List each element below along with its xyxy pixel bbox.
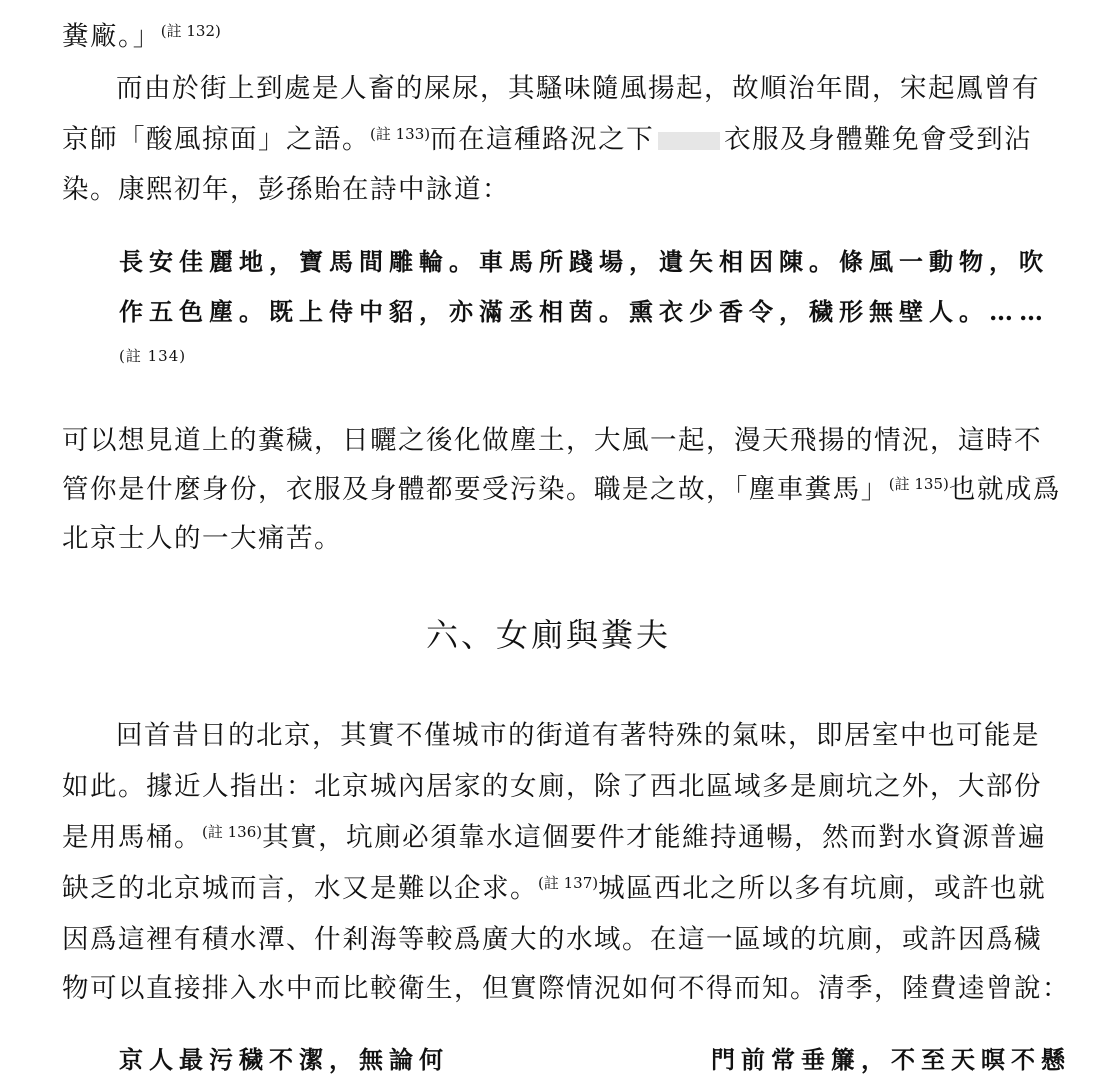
text-line: 物可以直接排入水中而比較衛生，但實際情況如何不得而知。清季，陸費逵曾說： [62, 973, 1070, 1004]
footnote-ref: (註 135) [888, 475, 949, 493]
text: 缺乏的北京城而言，水又是難以企求。 [62, 873, 538, 904]
text-line: 因爲這裡有積水潭、什剎海等較爲廣大的水域。在這一區域的坑廁，或許因爲穢 [62, 924, 1042, 955]
watermark-region [449, 1052, 711, 1072]
text-line [62, 117, 1032, 156]
text-line: 染。康熙初年，彭孫貽在詩中詠道： [62, 174, 510, 205]
text-line: 可以想見道上的糞穢，日曬之後化做塵土，大風一起，漫天飛揚的情況，這時不 [62, 425, 1042, 456]
text-line [62, 14, 221, 53]
text: 而在這種路況之下 [430, 124, 655, 155]
footnote-ref: (註 132) [160, 22, 221, 40]
text: 糞廠。」 [62, 21, 161, 52]
text-line [62, 467, 1061, 506]
text-line: 回首昔日的北京，其實不僅城市的街道有著特殊的氣味，即居室中也可能是 [116, 720, 1040, 751]
quote-line: 作五色塵。既上侍中貂，亦滿丞相茵。熏衣少香令，穢形無壁人。…… [119, 297, 1049, 326]
footnote-ref: (註 136) [202, 823, 263, 841]
footnote-ref: (註 134) [119, 347, 187, 365]
section-heading: 六、女廁與糞夫 [425, 616, 671, 654]
text: 管你是什麼身份，衣服及身體都要受污染。職是之故，「塵車糞馬」 [62, 474, 889, 505]
footnote-ref: (註 133) [370, 125, 431, 143]
text: 京人最污穢不潔，無論何 [119, 1045, 449, 1074]
text: 也就成爲 [948, 474, 1061, 505]
text: 京師「酸風掠面」之語。 [62, 124, 370, 155]
text: 衣服及身體難免會受到沾 [724, 124, 1033, 155]
footnote-ref: (註 137) [538, 874, 599, 892]
quote-line [119, 1040, 1071, 1075]
text: 門前常垂簾，不至天暝不懸 [711, 1045, 1071, 1074]
text-line [62, 815, 1046, 854]
text-line: 北京士人的一大痛苦。 [62, 523, 342, 554]
text-line: 而由於街上到處是人畜的屎尿，其騷味隨風揚起，故順治年間，宋起鳳曾有 [116, 73, 1040, 104]
quote-line: 長安佳麗地，寶馬間雕輪。車馬所踐場，遺矢相因陳。條風一動物，吹 [119, 247, 1049, 276]
text: 其實，坑廁必須靠水這個要件才能維持通暢，然而對水資源普遍 [262, 822, 1047, 853]
text-line: 如此。據近人指出：北京城內居家的女廁，除了西北區域多是廁坑之外，大部份 [62, 771, 1042, 802]
text: 是用馬桶。 [62, 822, 202, 853]
text: 城區西北之所以多有坑廁，或許也就 [598, 873, 1047, 904]
blurred-region [658, 132, 720, 150]
text-line [62, 866, 1046, 905]
